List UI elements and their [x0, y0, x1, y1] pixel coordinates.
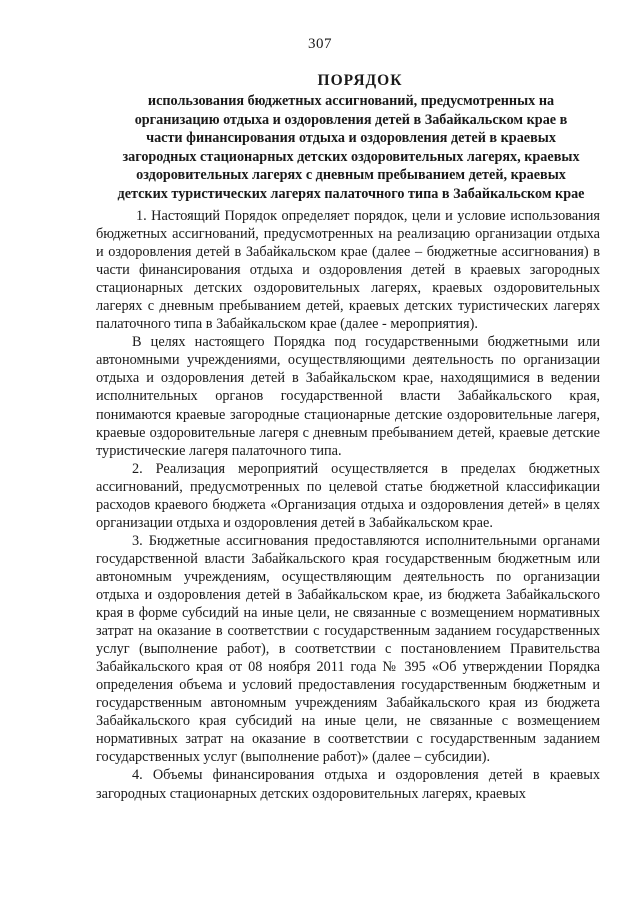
title-heading: ПОРЯДОК [317, 72, 403, 89]
title-line: загородных стационарных детских оздоровительных лагерях, краевых [122, 148, 580, 165]
document-body [96, 207, 600, 803]
title-line: оздоровительных лагерях с дневным пребыванием детей, краевых [136, 167, 566, 184]
title-line: организацию отдыха и оздоровления детей в Забайкальском крае в [134, 111, 568, 128]
paragraph-3: 3. Бюджетные ассигнования предоставляются исполнительными органами государственной власти Забайкальского края государственным бюджетным или автономным учреждениям, осуществляющим деятельность по организации отдыха и оздоровления детей в Забайкальском крае, из бюджета Забайкальского края в форме субсидий на иные цели, не связанные с возмещением нормативных затрат на оказание в соответствии с государственным заданием государственных услуг (выполнение работ), в соответствии с постановлением Правительства Забайкальского края от 08 ноября 2011 года № 395 «Об утверждении Порядка определения объема и условий предоставления государственным бюджетным и государственным автономным учреждениям Забайкальского края из бюджета Забайкальского края субсидий на иные цели, не связанные с возмещением нормативных затрат на оказание в соответствии с государственным заданием государственных услуг (выполнение работ)» (далее – субсидии). [96, 532, 600, 766]
page-number: 307 [308, 36, 332, 52]
paragraph-2: 2. Реализация мероприятий осуществляется в пределах бюджетных ассигнований, предусмотренных по целевой статье бюджетной классификации расходов краевого бюджета «Организация отдыха и оздоровления детей» в целях организации отдыха и оздоровления детей в Забайкальском крае. [96, 460, 600, 531]
title-line: использования бюджетных ассигнований, предусмотренных на [147, 93, 555, 109]
paragraph-definition: В целях настоящего Порядка под государственными бюджетными или автономными учреждениями, осуществляющими деятельность по организации отдыха и оздоровления детей в Забайкальском крае, находящимися в ведении исполнительных органов государственной власти Забайкальского края, понимаются краевые загородные стационарные детские оздоровительные лагеря, краевые оздоровительные лагеря с дневным пребыванием детей, краевые детские туристические лагеря палаточного типа. [96, 334, 600, 459]
document-title [86, 70, 616, 204]
title-line: детских туристических лагерях палаточного типа в Забайкальском крае [117, 185, 585, 202]
title-line: части финансирования отдыха и оздоровления детей в краевых [146, 130, 556, 147]
paragraph-4: 4. Объемы финансирования отдыха и оздоровления детей в краевых загородных стационарных детских оздоровительных лагерях, краевых [96, 767, 600, 802]
paragraph-1: 1. Настоящий Порядок определяет порядок, цели и условие использования бюджетных ассигнований, предусмотренных на реализацию организации отдыха и оздоровления детей в Забайкальском крае (далее – бюджетные ассигнования) в части финансирования отдыха и оздоровления детей в краевых загородных стационарных детских оздоровительных лагерях, краевых оздоровительных лагерях с дневным пребыванием детей, краевых детских туристических лагерях палаточного типа в Забайкальском крае (далее - мероприятия). [96, 208, 600, 333]
